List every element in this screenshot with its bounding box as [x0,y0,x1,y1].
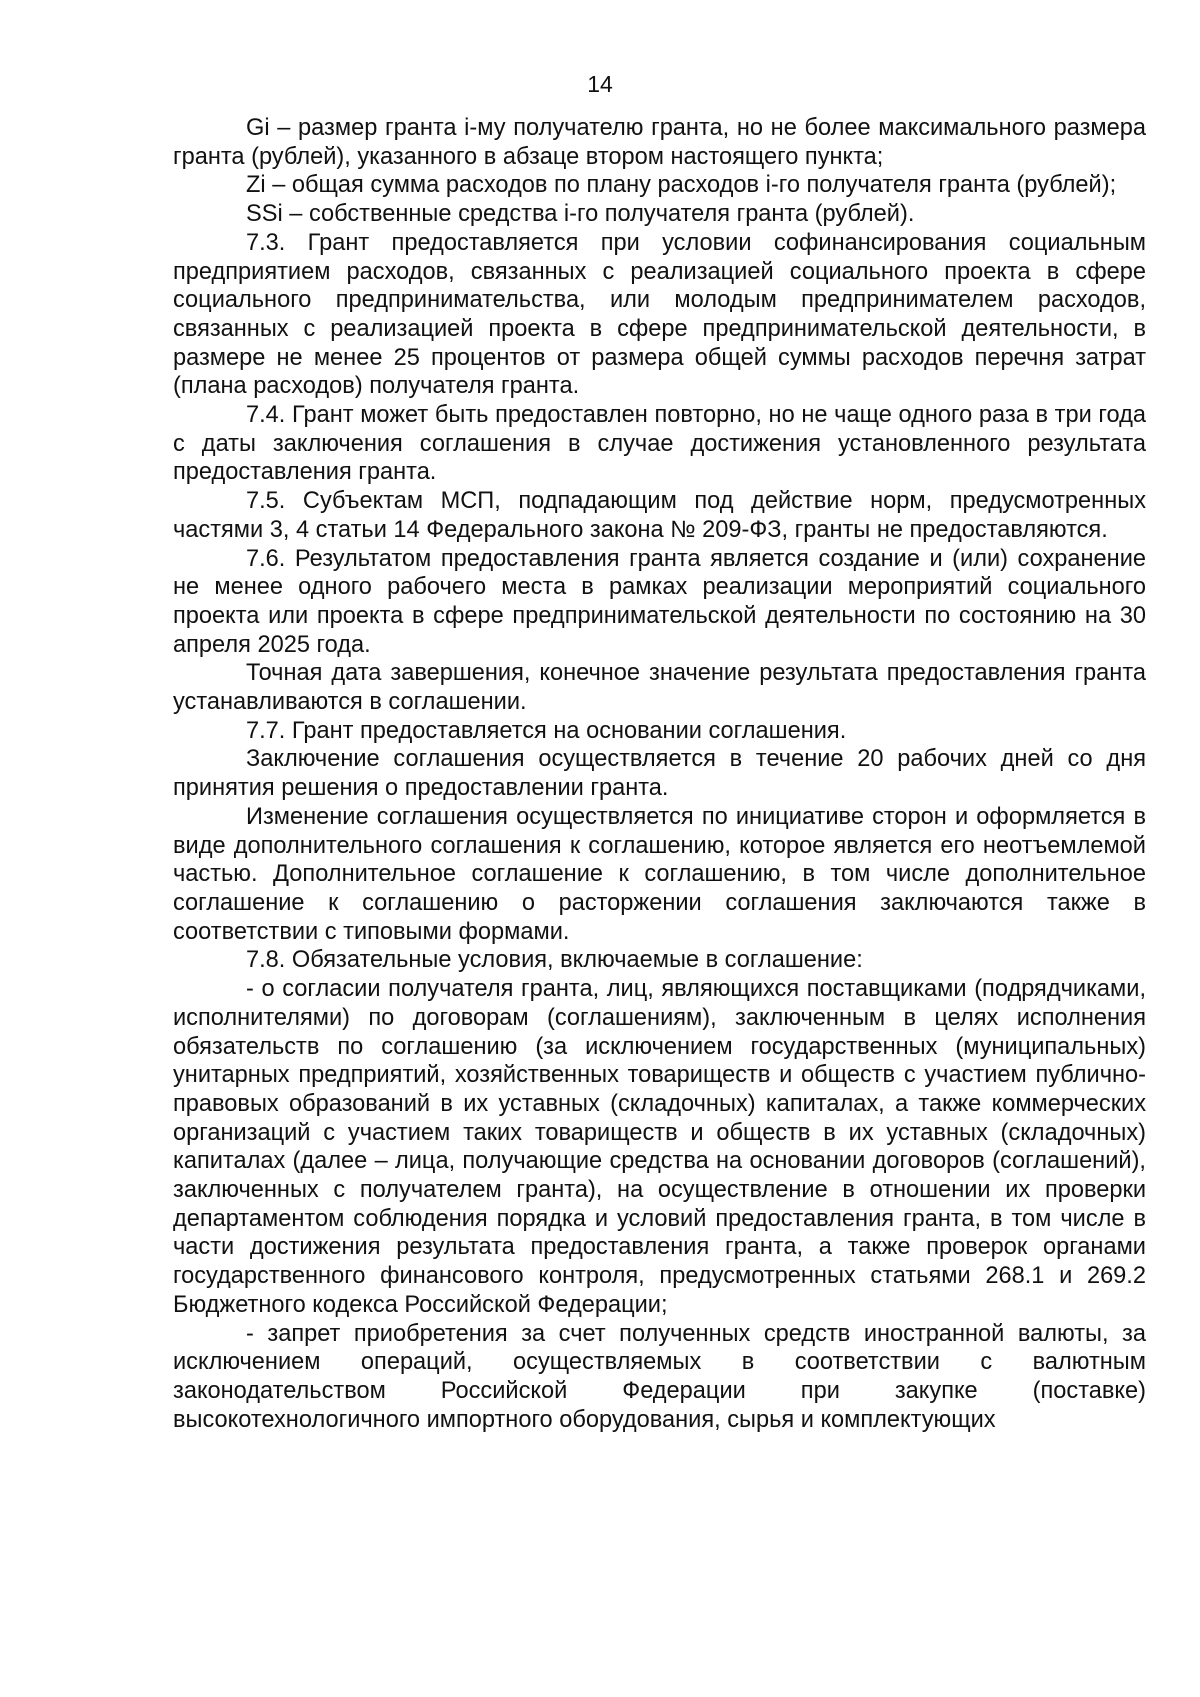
paragraph-7-4: 7.4. Грант может быть предоставлен повторно, но не чаще одного раза в три года с даты заключения соглашения в случае достижения установленного результата предоставления гранта. [173,402,1146,486]
paragraph-condition-consent: - о согласии получателя гранта, лиц, являющихся поставщиками (подрядчиками, исполнителями) по договорам (соглашениям), заключенным в целях исполнения обязательств по соглашению (за исключением государственных (муниципальных) унитарных предприятий, хозяйственных товариществ и обществ с участием публично-правовых образований в их уставных (складочных) капиталах, а также коммерческих организаций с участием таких товариществ и обществ в их уставных (складочных) капиталах (далее – лица, получающие средства на основании договоров (соглашений), заключенных с получателем гранта), на осуществление в отношении их проверки департаментом соблюдения порядка и условий предоставления гранта, в том числе в части достижения результата предоставления гранта, а также проверок органами государственного финансового контроля, предусмотренных статьями 268.1 и 269.2 Бюджетного кодекса Российской Федерации; [173,976,1146,1318]
paragraph-agreement-change: Изменение соглашения осуществляется по инициативе сторон и оформляется в виде дополнительного соглашения к соглашению, которое является его неотъемлемой частью. Дополнительное соглашение к соглашению, в том числе дополнительное соглашение к соглашению о расторжении соглашения заключаются также в соответствии с типовыми формами. [173,803,1146,945]
paragraph-7-6: 7.6. Результатом предоставления гранта является создание и (или) сохранение не менее одного рабочего места в рамках реализации мероприятий социального проекта или проекта в сфере предпринимательской деятельности по состоянию на 30 апреля 2025 года. [173,545,1146,658]
paragraph-7-7: 7.7. Грант предоставляется на основании соглашения. [246,717,847,744]
paragraph-formula-zi: Zi – общая сумма расходов по плану расходов i-го получателя гранта (рублей); [246,172,1117,199]
paragraph-condition-currency-ban: - запрет приобретения за счет полученных средств иностранной валюты, за исключением операций, осуществляемых в соответствии с валютным законодательством Российской Федерации при закупке (поставке) высокотехнологичного импортного оборудования, сырья и комплектующих [173,1320,1146,1433]
page-number: 14 [587,71,613,97]
paragraph-formula-ssi: SSi – собственные средства i-го получателя гранта (рублей). [246,201,915,228]
paragraph-7-3: 7.3. Грант предоставляется при условии софинансирования социальным предприятием расходов, связанных с реализацией социального проекта в сфере социального предпринимательства, или молодым предпринимателем расходов, связанных с реализацией проекта в сфере предпринимательской деятельности, в размере не менее 25 процентов от размера общей суммы расходов перечня затрат (плана расходов) получателя гранта. [173,229,1146,400]
document-body [173,114,1146,1434]
paragraph-7-8: 7.8. Обязательные условия, включаемые в соглашение: [246,947,863,974]
paragraph-formula-gi: Gi – размер гранта i-му получателю гранта, но не более максимального размера гранта (рублей), указанного в абзаце втором настоящего пункта; [173,115,1146,170]
paragraph-7-5: 7.5. Субъектам МСП, подпадающим под действие норм, предусмотренных частями 3, 4 статьи 14 Федерального закона № 209-ФЗ, гранты не предоставляются. [173,488,1146,543]
paragraph-result-date: Точная дата завершения, конечное значение результата предоставления гранта устанавливаются в соглашении. [173,660,1146,716]
paragraph-agreement-conclusion: Заключение соглашения осуществляется в течение 20 рабочих дней со дня принятия решения о предоставлении гранта. [173,746,1146,802]
